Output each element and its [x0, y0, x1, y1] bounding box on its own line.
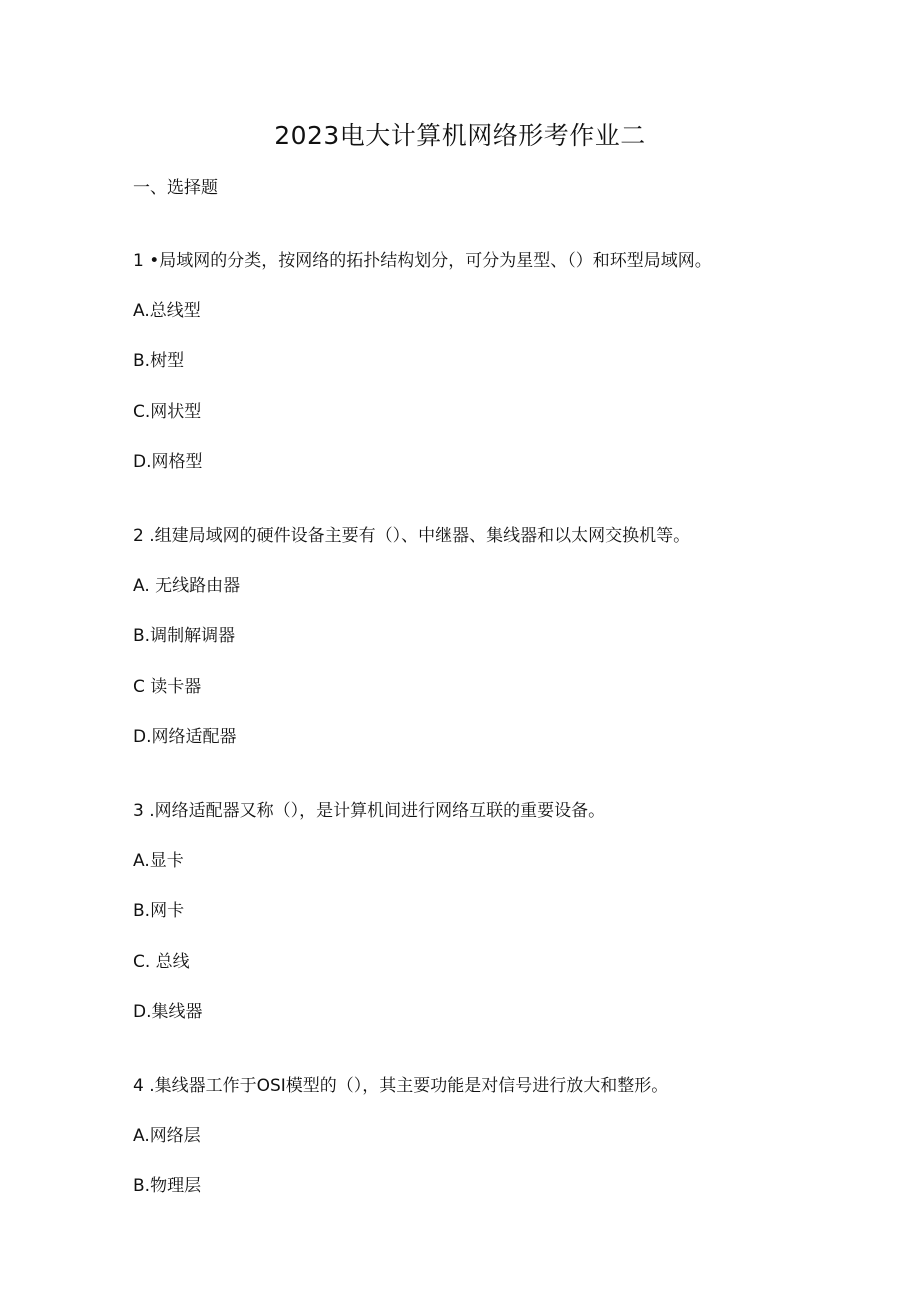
- question-1-option-d: D.网格型: [133, 452, 203, 472]
- question-2-option-b: B.调制解调器: [133, 626, 236, 646]
- question-2-stem: 2 .组建局域网的硬件设备主要有（）、中继器、集线器和以太网交换机等。: [133, 526, 691, 546]
- question-1-option-a: A.总线型: [133, 301, 201, 321]
- question-4-option-b: B.物理层: [133, 1176, 202, 1196]
- section-heading: 一、选择题: [133, 178, 218, 198]
- question-3-stem: 3 .网络适配器又称（），是计算机间进行网络互联的重要设备。: [133, 801, 606, 821]
- question-2-option-d: D.网络适配器: [133, 727, 237, 747]
- question-3-option-c: C. 总线: [133, 952, 190, 972]
- question-2-option-a: A. 无线路由器: [133, 576, 241, 596]
- document-title: 2023电大计算机网络形考作业二: [274, 121, 646, 150]
- question-1-option-b: B.树型: [133, 351, 185, 371]
- question-4-stem: 4 .集线器工作于OSI模型的（），其主要功能是对信号进行放大和整形。: [133, 1076, 669, 1096]
- question-3-option-d: D.集线器: [133, 1002, 203, 1022]
- question-1-option-c: C.网状型: [133, 402, 202, 422]
- question-1-stem: 1 •局域网的分类，按网络的拓扑结构划分，可分为星型、（）和环型局域网。: [133, 251, 712, 271]
- question-4-option-a: A.网络层: [133, 1126, 201, 1146]
- question-3-option-b: B.网卡: [133, 901, 185, 921]
- question-2-option-c: C 读卡器: [133, 677, 202, 697]
- question-3-option-a: A.显卡: [133, 851, 184, 871]
